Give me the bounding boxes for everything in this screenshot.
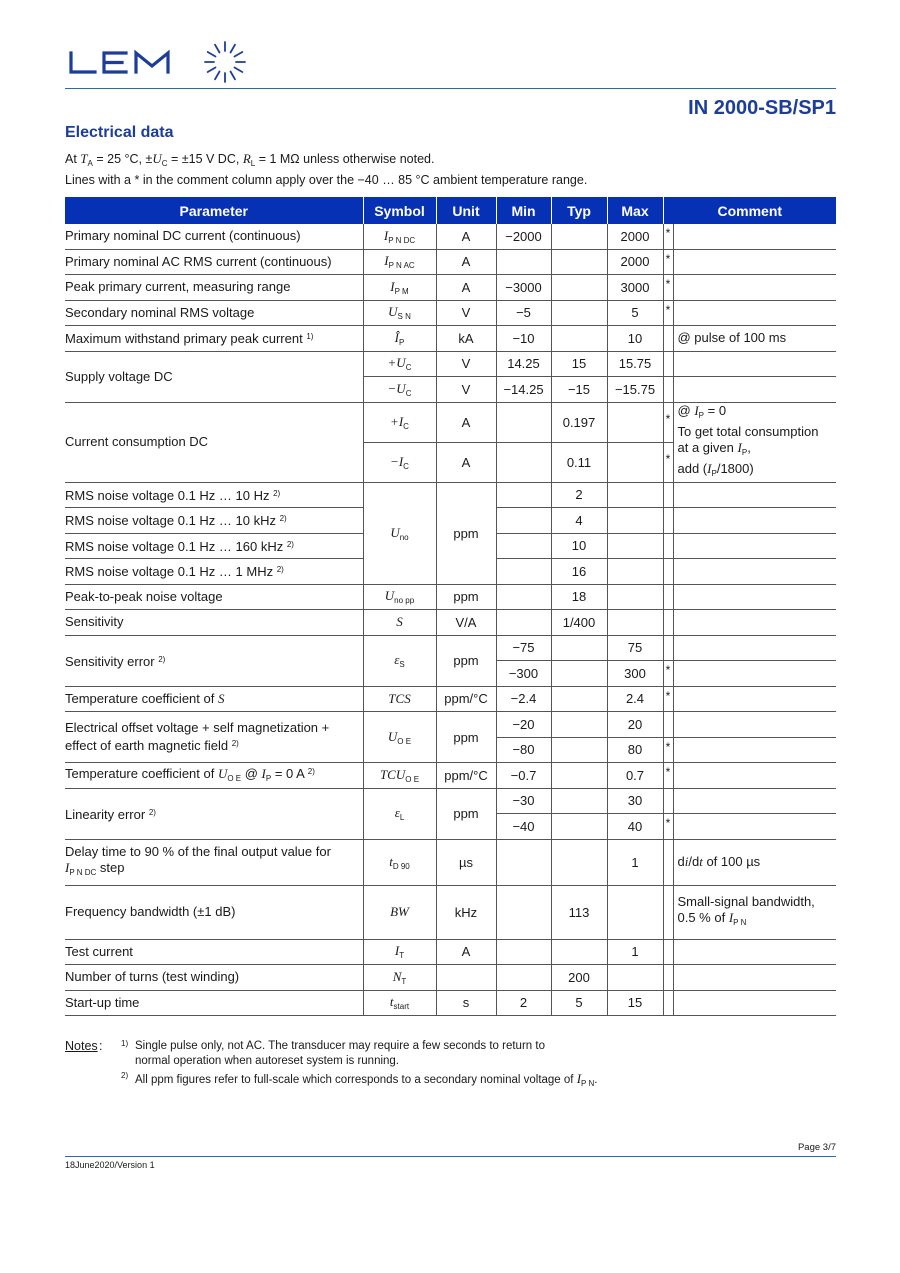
max-cell: 30 bbox=[607, 788, 663, 814]
star-cell: * bbox=[663, 249, 673, 275]
min-cell: −0.7 bbox=[496, 763, 551, 789]
unit-cell: A bbox=[436, 402, 496, 442]
table-row bbox=[65, 788, 836, 814]
param-cell: Frequency bandwidth (±1 dB) bbox=[65, 885, 363, 939]
symbol-cell: $Î_P$ bbox=[363, 326, 436, 352]
param-cell: Linearity error $^{2)}$ bbox=[65, 788, 363, 839]
symbol-cell: $N_T$ bbox=[363, 965, 436, 991]
symbol-cell: $+U_C$ bbox=[363, 351, 436, 377]
min-cell: −80 bbox=[496, 737, 551, 763]
max-cell: 2.4 bbox=[607, 686, 663, 712]
star-cell bbox=[663, 885, 673, 939]
comment-line: at a given $I_P$, bbox=[677, 439, 751, 457]
star-cell bbox=[663, 635, 673, 661]
typ-cell bbox=[551, 712, 607, 738]
symbol-cell: $\varepsilon_L$ bbox=[363, 788, 436, 839]
max-cell: 2000 bbox=[607, 249, 663, 275]
unit-cell: A bbox=[436, 249, 496, 275]
table-row bbox=[65, 939, 836, 965]
header-parameter: Parameter bbox=[65, 197, 363, 224]
min-cell bbox=[496, 885, 551, 939]
typ-cell: 5 bbox=[551, 990, 607, 1016]
unit-cell: V bbox=[436, 377, 496, 403]
symbol-cell: $U_{no}$ bbox=[363, 482, 436, 584]
table-row bbox=[65, 712, 836, 738]
unit-cell: ppm bbox=[436, 712, 496, 763]
max-cell: 15.75 bbox=[607, 351, 663, 377]
unit-cell: ppm/°C bbox=[436, 763, 496, 789]
typ-cell bbox=[551, 939, 607, 965]
max-cell bbox=[607, 610, 663, 636]
table-row bbox=[65, 300, 836, 326]
param-cell: Peak-to-peak noise voltage bbox=[65, 584, 363, 610]
param-line: $I_{P N DC}$ step bbox=[65, 859, 125, 877]
max-cell bbox=[607, 402, 663, 442]
param-cell: Sensitivity bbox=[65, 610, 363, 636]
star-cell bbox=[663, 508, 673, 534]
star-cell bbox=[663, 326, 673, 352]
symbol-cell: $+I_C$ bbox=[363, 402, 436, 442]
table-row bbox=[65, 249, 836, 275]
typ-cell bbox=[551, 839, 607, 885]
comment-cell bbox=[673, 965, 836, 991]
star-cell bbox=[663, 712, 673, 738]
typ-cell bbox=[551, 686, 607, 712]
unit-cell: V bbox=[436, 300, 496, 326]
comment-cell: di/dt of 100 µs bbox=[673, 839, 836, 885]
comment-cell bbox=[673, 737, 836, 763]
max-cell: 0.7 bbox=[607, 763, 663, 789]
comment-cell bbox=[673, 275, 836, 301]
star-cell: * bbox=[663, 763, 673, 789]
typ-cell: 15 bbox=[551, 351, 607, 377]
symbol-cell: $U_{S N}$ bbox=[363, 300, 436, 326]
min-cell: −30 bbox=[496, 788, 551, 814]
symbol-cell: $U_{O E}$ bbox=[363, 712, 436, 763]
param-cell: Maximum withstand primary peak current $^{1)}$ bbox=[65, 326, 363, 352]
param-cell: Sensitivity error $^{2)}$ bbox=[65, 635, 363, 686]
star-cell bbox=[663, 377, 673, 403]
max-cell: 75 bbox=[607, 635, 663, 661]
comment-cell bbox=[673, 814, 836, 840]
min-cell: −300 bbox=[496, 661, 551, 687]
max-cell: 300 bbox=[607, 661, 663, 687]
comment-cell: @ pulse of 100 ms bbox=[673, 326, 836, 352]
symbol-cell: $-I_C$ bbox=[363, 442, 436, 482]
intro-line-1: At $T_A = 25$ °C, $\pm U_C = \pm 15$ V DC, $R_L = 1$ MΩ unless otherwise noted. bbox=[65, 151, 435, 168]
star-cell bbox=[663, 482, 673, 508]
symbol-cell: $TCU_{O E}$ bbox=[363, 763, 436, 789]
min-cell: −75 bbox=[496, 635, 551, 661]
comment-cell bbox=[673, 533, 836, 559]
min-cell: −40 bbox=[496, 814, 551, 840]
min-cell bbox=[496, 559, 551, 585]
max-cell: 80 bbox=[607, 737, 663, 763]
table-row bbox=[65, 402, 836, 442]
param-cell: Primary nominal AC RMS current (continuous) bbox=[65, 249, 363, 275]
param-cell bbox=[65, 712, 363, 763]
min-cell bbox=[496, 442, 551, 482]
comment-cell bbox=[673, 788, 836, 814]
comment-line: @ $I_P = 0$ bbox=[677, 402, 727, 420]
min-cell: 2 bbox=[496, 990, 551, 1016]
unit-cell: V bbox=[436, 351, 496, 377]
param-cell: RMS noise voltage 0.1 Hz … 10 Hz $^{2)}$ bbox=[65, 482, 363, 508]
unit-cell: kHz bbox=[436, 885, 496, 939]
table-row bbox=[65, 839, 836, 885]
param-line: Delay time to 90 % of the final output value for bbox=[65, 843, 331, 859]
table-row bbox=[65, 990, 836, 1016]
min-cell bbox=[496, 839, 551, 885]
table-row bbox=[65, 763, 836, 789]
min-cell bbox=[496, 610, 551, 636]
max-cell: 1 bbox=[607, 839, 663, 885]
min-cell bbox=[496, 939, 551, 965]
symbol-cell: TCS bbox=[363, 686, 436, 712]
max-cell: 40 bbox=[607, 814, 663, 840]
comment-cell bbox=[673, 661, 836, 687]
star-cell: * bbox=[663, 737, 673, 763]
comment-cell bbox=[673, 990, 836, 1016]
param-cell: RMS noise voltage 0.1 Hz … 1 MHz $^{2)}$ bbox=[65, 559, 363, 585]
comment-cell bbox=[673, 559, 836, 585]
min-cell: −14.25 bbox=[496, 377, 551, 403]
typ-cell bbox=[551, 635, 607, 661]
typ-cell: 0.11 bbox=[551, 442, 607, 482]
electrical-data-table bbox=[65, 197, 836, 1016]
notes-colon: : bbox=[99, 1039, 103, 1053]
unit-cell: A bbox=[436, 939, 496, 965]
star-cell bbox=[663, 533, 673, 559]
max-cell bbox=[607, 559, 663, 585]
typ-cell: 1/400 bbox=[551, 610, 607, 636]
typ-cell bbox=[551, 763, 607, 789]
typ-cell: 10 bbox=[551, 533, 607, 559]
note-number: 1) bbox=[121, 1039, 129, 1048]
min-cell: −20 bbox=[496, 712, 551, 738]
header-rule bbox=[65, 88, 836, 89]
version-label: 18June2020/Version 1 bbox=[65, 1160, 155, 1170]
table-header-row bbox=[65, 197, 836, 224]
typ-cell bbox=[551, 249, 607, 275]
comment-cell bbox=[673, 508, 836, 534]
comment-cell bbox=[673, 939, 836, 965]
typ-cell: 16 bbox=[551, 559, 607, 585]
star-cell bbox=[663, 584, 673, 610]
comment-cell bbox=[673, 351, 836, 377]
param-cell: Supply voltage DC bbox=[65, 351, 363, 402]
star-cell bbox=[663, 788, 673, 814]
notes-label: Notes bbox=[65, 1039, 98, 1053]
max-cell bbox=[607, 482, 663, 508]
typ-cell: 0.197 bbox=[551, 402, 607, 442]
unit-cell: ppm bbox=[436, 584, 496, 610]
unit-cell: ppm/°C bbox=[436, 686, 496, 712]
symbol-cell: $U_{no pp}$ bbox=[363, 584, 436, 610]
typ-cell: 18 bbox=[551, 584, 607, 610]
star-cell bbox=[663, 559, 673, 585]
table-row bbox=[65, 635, 836, 661]
param-cell: Test current bbox=[65, 939, 363, 965]
symbol-cell: $\varepsilon_S$ bbox=[363, 635, 436, 686]
note-text: All ppm figures refer to full-scale which corresponds to a secondary nominal voltage of $I_{P N}$. bbox=[135, 1071, 598, 1088]
unit-cell: kA bbox=[436, 326, 496, 352]
unit-cell: V/A bbox=[436, 610, 496, 636]
min-cell: −2.4 bbox=[496, 686, 551, 712]
note-number: 2) bbox=[121, 1071, 129, 1080]
section-title: Electrical data bbox=[65, 124, 174, 141]
typ-cell: 200 bbox=[551, 965, 607, 991]
lem-logo-graphic bbox=[68, 40, 248, 84]
param-cell: RMS noise voltage 0.1 Hz … 160 kHz $^{2)}$ bbox=[65, 533, 363, 559]
star-cell: * bbox=[663, 442, 673, 482]
header-symbol: Symbol bbox=[363, 197, 436, 224]
min-cell: −5 bbox=[496, 300, 551, 326]
star-cell: * bbox=[663, 275, 673, 301]
header-max: Max bbox=[607, 197, 663, 224]
table-row bbox=[65, 686, 836, 712]
param-cell: Temperature coefficient of S bbox=[65, 686, 363, 712]
max-cell: 10 bbox=[607, 326, 663, 352]
typ-cell bbox=[551, 224, 607, 249]
table-row bbox=[65, 326, 836, 352]
comment-line: To get total consumption bbox=[677, 423, 819, 439]
star-cell: * bbox=[663, 402, 673, 442]
param-cell bbox=[65, 839, 363, 885]
table-row bbox=[65, 965, 836, 991]
max-cell bbox=[607, 442, 663, 482]
unit-cell: A bbox=[436, 275, 496, 301]
comment-cell bbox=[673, 224, 836, 249]
typ-cell bbox=[551, 300, 607, 326]
comment-cell bbox=[673, 249, 836, 275]
param-cell: Secondary nominal RMS voltage bbox=[65, 300, 363, 326]
symbol-cell: BW bbox=[363, 885, 436, 939]
typ-cell bbox=[551, 788, 607, 814]
symbol-cell: $I_T$ bbox=[363, 939, 436, 965]
max-cell: 1 bbox=[607, 939, 663, 965]
min-cell bbox=[496, 402, 551, 442]
unit-cell: s bbox=[436, 990, 496, 1016]
star-cell bbox=[663, 990, 673, 1016]
star-cell bbox=[663, 839, 673, 885]
comment-cell bbox=[673, 686, 836, 712]
max-cell: 3000 bbox=[607, 275, 663, 301]
page-number: Page 3/7 bbox=[797, 1142, 836, 1153]
header-min: Min bbox=[496, 197, 551, 224]
typ-cell: 113 bbox=[551, 885, 607, 939]
symbol-cell: $t_{start}$ bbox=[363, 990, 436, 1016]
min-cell bbox=[496, 482, 551, 508]
comment-line: add $(I_P/1800)$ bbox=[677, 460, 754, 478]
min-cell bbox=[496, 508, 551, 534]
max-cell bbox=[607, 584, 663, 610]
unit-cell bbox=[436, 965, 496, 991]
min-cell: −10 bbox=[496, 326, 551, 352]
min-cell: −2000 bbox=[496, 224, 551, 249]
unit-cell: µs bbox=[436, 839, 496, 885]
symbol-cell: $I_{P N AC}$ bbox=[363, 249, 436, 275]
table-row bbox=[65, 224, 836, 249]
comment-line: 0.5 % of $I_{P N}$ bbox=[677, 909, 747, 927]
param-line: effect of earth magnetic field $^{2)}$ bbox=[65, 738, 239, 753]
min-cell bbox=[496, 249, 551, 275]
symbol-cell: $t_{D 90}$ bbox=[363, 839, 436, 885]
typ-cell: 4 bbox=[551, 508, 607, 534]
comment-cell bbox=[673, 763, 836, 789]
star-cell: * bbox=[663, 686, 673, 712]
max-cell: 5 bbox=[607, 300, 663, 326]
symbol-cell: $I_{P M}$ bbox=[363, 275, 436, 301]
header-comment: Comment bbox=[663, 197, 836, 224]
typ-cell bbox=[551, 737, 607, 763]
comment-cell bbox=[673, 610, 836, 636]
typ-cell: 2 bbox=[551, 482, 607, 508]
comment-cell bbox=[673, 377, 836, 403]
intro-text bbox=[65, 151, 587, 188]
table-row bbox=[65, 610, 836, 636]
star-cell: * bbox=[663, 814, 673, 840]
max-cell: 2000 bbox=[607, 224, 663, 249]
param-cell: RMS noise voltage 0.1 Hz … 10 kHz $^{2)}$ bbox=[65, 508, 363, 534]
star-cell: * bbox=[663, 300, 673, 326]
max-cell bbox=[607, 508, 663, 534]
star-cell bbox=[663, 965, 673, 991]
header-typ: Typ bbox=[551, 197, 607, 224]
table-row bbox=[65, 584, 836, 610]
unit-cell: ppm bbox=[436, 482, 496, 584]
comment-cell bbox=[673, 635, 836, 661]
param-cell: Primary nominal DC current (continuous) bbox=[65, 224, 363, 249]
star-cell: * bbox=[663, 224, 673, 249]
typ-cell bbox=[551, 275, 607, 301]
max-cell: 20 bbox=[607, 712, 663, 738]
symbol-cell: S bbox=[363, 610, 436, 636]
max-cell bbox=[607, 533, 663, 559]
min-cell: −3000 bbox=[496, 275, 551, 301]
note-text: Single pulse only, not AC. The transducer may require a few seconds to return to bbox=[135, 1040, 545, 1052]
typ-cell bbox=[551, 326, 607, 352]
star-cell bbox=[663, 939, 673, 965]
max-cell bbox=[607, 965, 663, 991]
star-cell bbox=[663, 610, 673, 636]
min-cell bbox=[496, 533, 551, 559]
min-cell bbox=[496, 584, 551, 610]
comment-cell bbox=[673, 885, 836, 939]
typ-cell bbox=[551, 661, 607, 687]
table-row bbox=[65, 351, 836, 377]
comment-cell bbox=[673, 482, 836, 508]
max-cell: −15.75 bbox=[607, 377, 663, 403]
typ-cell: −15 bbox=[551, 377, 607, 403]
max-cell bbox=[607, 885, 663, 939]
document-title: IN 2000-SB/SP1 bbox=[688, 97, 836, 119]
unit-cell: ppm bbox=[436, 788, 496, 839]
comment-cell bbox=[673, 712, 836, 738]
symbol-cell: $-U_C$ bbox=[363, 377, 436, 403]
lem-logo bbox=[68, 40, 248, 89]
param-cell: Peak primary current, measuring range bbox=[65, 275, 363, 301]
param-line: Electrical offset voltage + self magnetization + bbox=[65, 720, 330, 735]
unit-cell: ppm bbox=[436, 635, 496, 686]
note-text: normal operation when autoreset system is running. bbox=[135, 1055, 400, 1067]
max-cell: 15 bbox=[607, 990, 663, 1016]
footer-rule bbox=[65, 1156, 836, 1157]
header-unit: Unit bbox=[436, 197, 496, 224]
symbol-cell: $I_{P N DC}$ bbox=[363, 224, 436, 249]
unit-cell: A bbox=[436, 442, 496, 482]
param-cell: Temperature coefficient of $U_{O E}$ @ $I_P = 0$ A $^{2)}$ bbox=[65, 763, 363, 789]
param-cell: Start-up time bbox=[65, 990, 363, 1016]
min-cell: 14.25 bbox=[496, 351, 551, 377]
param-cell: Current consumption DC bbox=[65, 402, 363, 482]
typ-cell bbox=[551, 814, 607, 840]
comment-line: Small-signal bandwidth, bbox=[677, 893, 815, 909]
table-row bbox=[65, 275, 836, 301]
unit-cell: A bbox=[436, 224, 496, 249]
table-row bbox=[65, 482, 836, 508]
intro-line-2: Lines with a * in the comment column apply over the −40 … 85 °C ambient temperature range. bbox=[65, 173, 588, 187]
comment-cell bbox=[673, 402, 836, 482]
comment-cell bbox=[673, 300, 836, 326]
param-cell: Number of turns (test winding) bbox=[65, 965, 363, 991]
table-row bbox=[65, 885, 836, 939]
comment-cell bbox=[673, 584, 836, 610]
star-cell bbox=[663, 351, 673, 377]
min-cell bbox=[496, 965, 551, 991]
star-cell: * bbox=[663, 661, 673, 687]
